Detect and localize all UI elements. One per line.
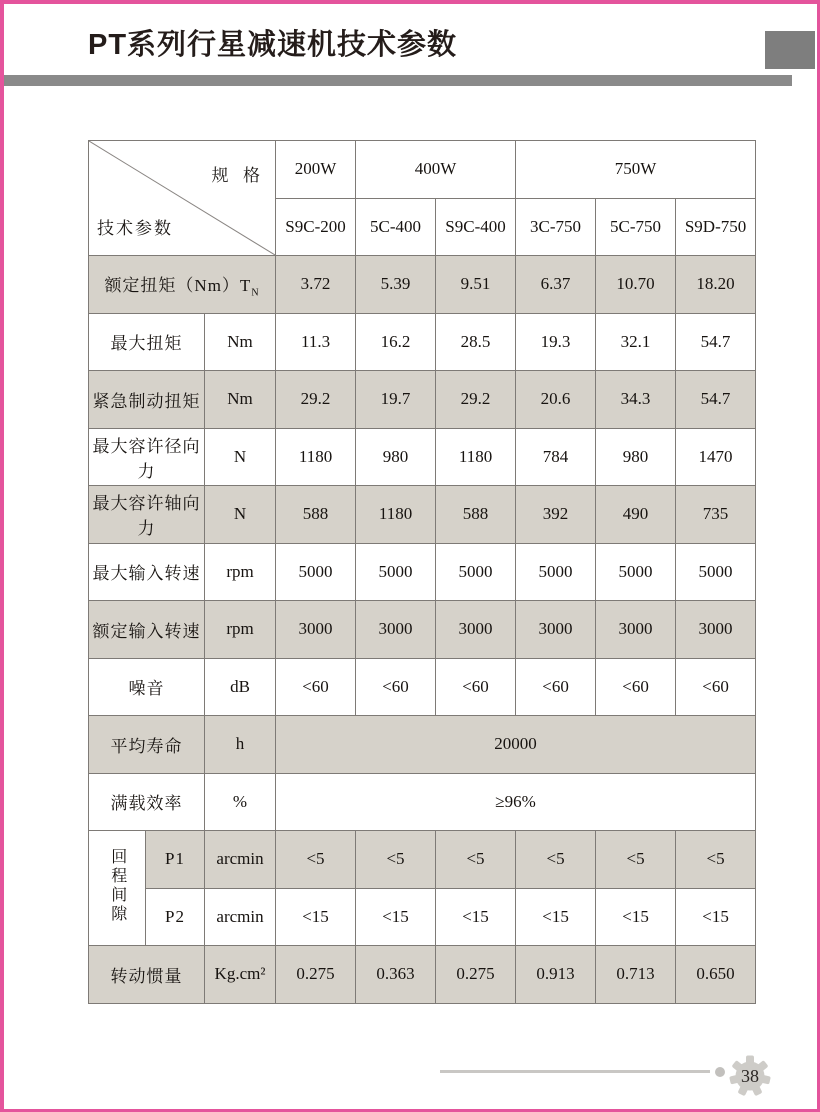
value-cell: 3000 <box>436 601 516 659</box>
value-cell: 490 <box>596 486 676 544</box>
row-label-text: 最大容许径向力 <box>92 436 201 481</box>
unit-cell: rpm <box>205 601 276 659</box>
value-cell: <15 <box>436 888 516 946</box>
value-cell: <5 <box>596 831 676 889</box>
value-cell: 0.275 <box>436 946 516 1004</box>
value-cell: 1180 <box>276 428 356 486</box>
value-cell: 18.20 <box>676 256 756 314</box>
value-cell: <15 <box>676 888 756 946</box>
model-header: 3C-750 <box>516 198 596 256</box>
value-cell: 0.650 <box>676 946 756 1004</box>
value-cell: 19.3 <box>516 313 596 371</box>
value-cell: <5 <box>436 831 516 889</box>
row-label <box>89 313 205 371</box>
row-label-text: 额定扭矩（Nm）T <box>104 275 252 295</box>
value-cell: 20.6 <box>516 371 596 429</box>
value-cell: 3000 <box>516 601 596 659</box>
value-cell: <60 <box>676 658 756 716</box>
unit-cell: h <box>205 716 276 774</box>
backlash-class-label: P2 <box>146 888 205 946</box>
model-header: S9D-750 <box>676 198 756 256</box>
page-title: PT系列行星减速机技术参数 <box>88 29 458 61</box>
value-cell: 32.1 <box>596 313 676 371</box>
value-cell: 0.275 <box>276 946 356 1004</box>
row-label <box>89 256 276 314</box>
row-label-text: 最大容许轴向力 <box>92 494 201 539</box>
row-label <box>89 428 205 486</box>
value-cell-span: ≥96% <box>276 773 756 831</box>
value-cell: 6.37 <box>516 256 596 314</box>
value-cell: 28.5 <box>436 313 516 371</box>
row-label-text: 最大输入转速 <box>92 564 201 584</box>
value-cell: 735 <box>676 486 756 544</box>
value-cell: 980 <box>356 428 436 486</box>
row-label <box>89 773 205 831</box>
value-cell: 3000 <box>356 601 436 659</box>
footer-rule <box>440 1070 710 1073</box>
backlash-class-label: P1 <box>146 831 205 889</box>
value-cell: 0.363 <box>356 946 436 1004</box>
value-cell: 392 <box>516 486 596 544</box>
unit-cell: % <box>205 773 276 831</box>
value-cell: 3.72 <box>276 256 356 314</box>
value-cell: 5000 <box>276 543 356 601</box>
row-label-text: 紧急制动扭矩 <box>92 391 201 411</box>
value-cell: 980 <box>596 428 676 486</box>
value-cell: 784 <box>516 428 596 486</box>
unit-cell: Nm <box>205 371 276 429</box>
value-cell: 34.3 <box>596 371 676 429</box>
value-cell: 9.51 <box>436 256 516 314</box>
corner-param-label: 技术参数 <box>97 219 173 238</box>
header-corner-rectangle <box>765 31 815 69</box>
value-cell: <5 <box>276 831 356 889</box>
value-cell: <15 <box>356 888 436 946</box>
value-cell: <15 <box>596 888 676 946</box>
backlash-group-label-text: 回程间隙 <box>108 847 126 924</box>
value-cell: 5.39 <box>356 256 436 314</box>
row-label <box>89 371 205 429</box>
row-label: 转动惯量 <box>89 946 205 1004</box>
power-group-header: 400W <box>356 141 516 199</box>
power-group-header: 750W <box>516 141 756 199</box>
spec-table <box>88 140 756 1004</box>
row-label <box>89 486 205 544</box>
value-cell: 1180 <box>356 486 436 544</box>
value-cell: 10.70 <box>596 256 676 314</box>
row-label-text: 平均寿命 <box>110 736 183 756</box>
value-cell: <60 <box>436 658 516 716</box>
value-cell: <60 <box>356 658 436 716</box>
model-header: S9C-400 <box>436 198 516 256</box>
spec-table-wrapper <box>88 140 756 1004</box>
value-cell: 5000 <box>436 543 516 601</box>
power-group-header: 200W <box>276 141 356 199</box>
row-label-subscript: N <box>251 286 260 298</box>
value-cell: 5000 <box>516 543 596 601</box>
value-cell: 588 <box>276 486 356 544</box>
value-cell: 1470 <box>676 428 756 486</box>
value-cell: 5000 <box>676 543 756 601</box>
value-cell: 3000 <box>596 601 676 659</box>
unit-cell: Kg.cm² <box>205 946 276 1004</box>
value-cell: 16.2 <box>356 313 436 371</box>
backlash-group-label <box>89 831 146 946</box>
value-cell: 19.7 <box>356 371 436 429</box>
row-label <box>89 601 205 659</box>
unit-cell: arcmin <box>205 888 276 946</box>
value-cell: 5000 <box>356 543 436 601</box>
row-label-text: 噪音 <box>128 679 165 699</box>
unit-cell: rpm <box>205 543 276 601</box>
value-cell: <5 <box>356 831 436 889</box>
unit-cell: N <box>205 486 276 544</box>
value-cell: 1180 <box>436 428 516 486</box>
value-cell: <5 <box>676 831 756 889</box>
value-cell: <60 <box>596 658 676 716</box>
value-cell: <15 <box>276 888 356 946</box>
row-label-text: 额定输入转速 <box>92 621 201 641</box>
row-label <box>89 716 205 774</box>
row-label-text: 最大扭矩 <box>110 334 183 354</box>
unit-cell: Nm <box>205 313 276 371</box>
row-label-text: 满载效率 <box>110 794 183 814</box>
value-cell: 29.2 <box>436 371 516 429</box>
value-cell: 29.2 <box>276 371 356 429</box>
value-cell: 11.3 <box>276 313 356 371</box>
value-cell: 0.913 <box>516 946 596 1004</box>
footer-dot <box>715 1067 725 1077</box>
row-label <box>89 543 205 601</box>
value-cell: 3000 <box>276 601 356 659</box>
unit-cell: arcmin <box>205 831 276 889</box>
value-cell: 0.713 <box>596 946 676 1004</box>
corner-spec-label: 规 格 <box>211 166 263 185</box>
unit-cell: dB <box>205 658 276 716</box>
value-cell: <60 <box>276 658 356 716</box>
page-number-badge <box>729 1055 771 1097</box>
value-cell: 5000 <box>596 543 676 601</box>
value-cell: 3000 <box>676 601 756 659</box>
value-cell: 54.7 <box>676 313 756 371</box>
value-cell: <5 <box>516 831 596 889</box>
model-header: 5C-750 <box>596 198 676 256</box>
title-underline-bar <box>4 75 792 86</box>
value-cell: <60 <box>516 658 596 716</box>
corner-cell <box>89 141 276 256</box>
value-cell: 54.7 <box>676 371 756 429</box>
value-cell: <15 <box>516 888 596 946</box>
unit-cell: N <box>205 428 276 486</box>
page-number: 38 <box>741 1065 759 1086</box>
model-header: 5C-400 <box>356 198 436 256</box>
row-label <box>89 658 205 716</box>
value-cell-span: 20000 <box>276 716 756 774</box>
value-cell: 588 <box>436 486 516 544</box>
model-header: S9C-200 <box>276 198 356 256</box>
